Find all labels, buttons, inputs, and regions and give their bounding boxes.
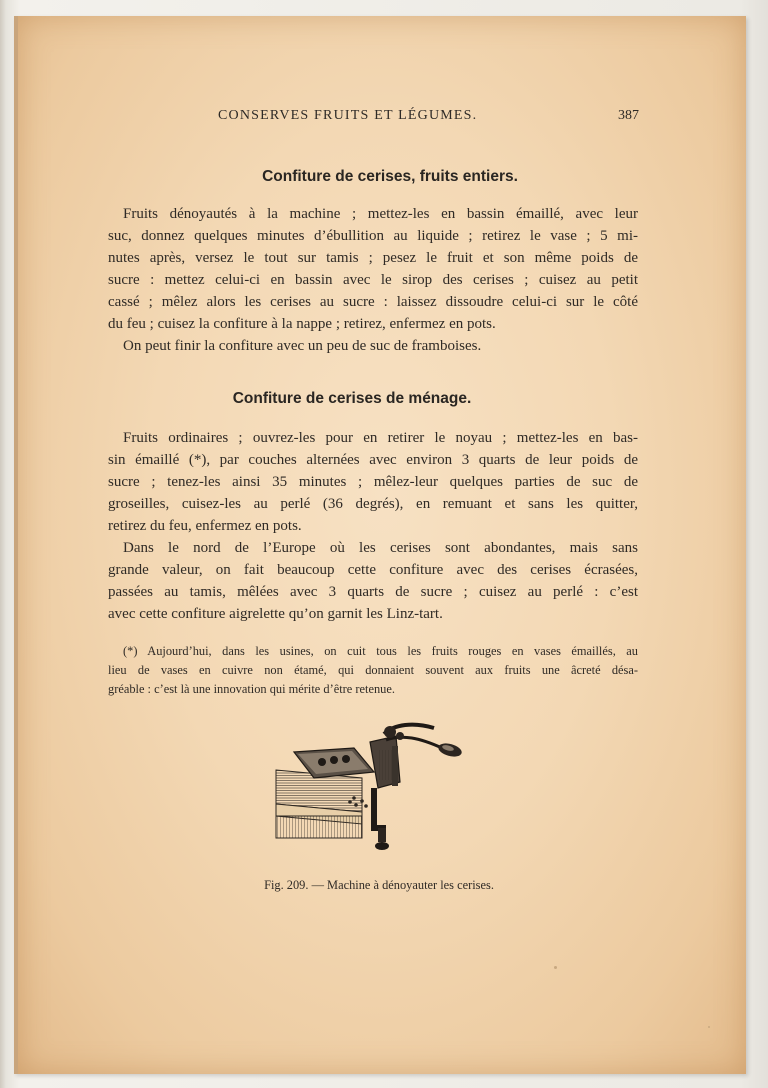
section1-body [108, 203, 638, 357]
paper-speck [554, 966, 557, 969]
footnote-line: gréable : c’est là une innovation qui mérite d’être retenue. [108, 682, 395, 696]
footnote-line: (*) Aujourd’hui, dans les usines, on cuit tous les fruits rouges en vases émaillés, au [123, 644, 638, 658]
paragraph-line: groseilles, cuisez-les au perlé (36 degrés), en remuant et sans les quitter, [108, 496, 638, 512]
book-page [14, 16, 746, 1074]
figure-caption [18, 878, 746, 893]
paper-speck [708, 1026, 710, 1028]
paragraph-line: passées au tamis, mêlées avec 3 quarts de sucre ; cuisez au perlé : c’est [108, 584, 638, 600]
footnote [108, 642, 638, 699]
running-title: CONSERVES FRUITS ET LÉGUMES. [218, 108, 478, 123]
footnote-line: lieu de vases en cuivre non étamé, qui donnaient souvent aux fruits une âcreté désa- [108, 663, 638, 677]
section-heading-cerises-de-menage: Confiture de cerises de ménage. [232, 390, 472, 407]
paragraph-line: suc, donnez quelques minutes d’ébullition au liquide ; retirez le vase ; 5 mi- [108, 228, 638, 244]
paragraph-line: nutes après, versez le tout sur tamis ; pesez le fruit et son même poids de [108, 250, 638, 266]
section-heading-cerises-fruits-entiers: Confiture de cerises, fruits entiers. [262, 168, 518, 185]
section2-body [108, 427, 638, 625]
paragraph-line: Fruits ordinaires ; ouvrez-les pour en retirer le noyau ; mettez-les en bas- [123, 430, 638, 446]
paragraph-line: Dans le nord de l’Europe où les cerises sont abondantes, mais sans [123, 540, 638, 556]
figure-caption-text: Fig. 209. — Machine à dénoyauter les cerises. [264, 878, 494, 892]
paragraph-line: avec cette confiture aigrelette qu’on garnit les Linz-tart. [108, 606, 443, 622]
paragraph-line: grande valeur, on fait beaucoup cette confiture avec des cerises écrasées, [108, 562, 638, 578]
paragraph-line: sin émaillé (*), par couches alternées avec environ 3 quarts de leur poids de [108, 452, 638, 468]
paragraph-line: On peut finir la confiture avec un peu de suc de framboises. [123, 338, 482, 354]
page-number: 387 [618, 108, 639, 123]
paragraph-line: sucre ; tenez-les ainsi 35 minutes ; mêlez-leur quelques parties de suc de [108, 474, 638, 490]
paragraph-line: du feu ; cuisez la confiture à la nappe ; retirez, enfermez en pots. [108, 316, 496, 332]
paragraph-line: cassé ; mêlez alors les cerises au sucre : laissez dissoudre celui-ci sur le côté [108, 294, 638, 310]
paragraph-line: sucre : mettez celui-ci en bassin avec le sirop des cerises ; cuisez au petit [108, 272, 638, 288]
cherry-pitter-engraving [274, 712, 464, 862]
paragraph-line: Fruits dénoyautés à la machine ; mettez-les en bassin émaillé, avec leur [123, 206, 638, 222]
paragraph-line: retirez du feu, enfermez en pots. [108, 518, 302, 534]
